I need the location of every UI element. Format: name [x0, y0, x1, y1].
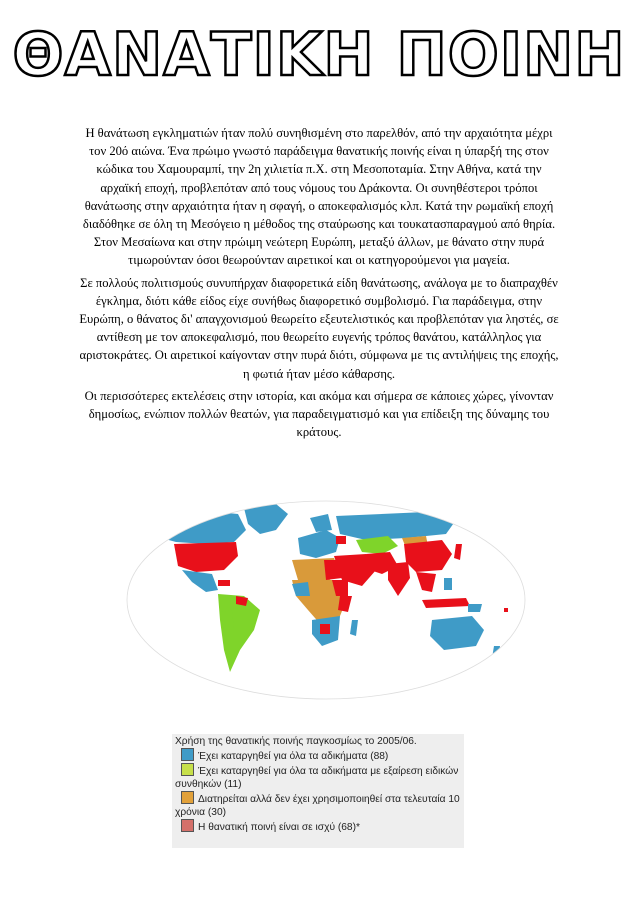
page-title: ΘΑΝΑΤΙΚΗ ΠΟΙΝΗ — [12, 20, 626, 90]
swatch-red — [181, 819, 194, 832]
map-region-europe — [298, 530, 340, 558]
swatch-green — [181, 763, 194, 776]
map-region-japan — [454, 544, 462, 560]
map-region-botswana — [320, 624, 330, 634]
map-region-china — [404, 540, 452, 572]
map-legend — [172, 734, 464, 848]
legend-label: Έχει καταργηθεί για όλα τα αδικήματα με εξαίρεση ειδικών συνθηκών (11) — [175, 766, 459, 790]
world-map — [126, 500, 526, 700]
map-region-egypt-libya — [324, 560, 342, 580]
article-body — [78, 124, 560, 445]
paragraph: Σε πολλούς πολιτισμούς συνυπήρχαν διαφορετικά είδη θανάτωσης, ανάλογα με το διαπραχθέν έγκλημα, διότι κάθε είδος είχε συνήθως διαφορετικό συμβολισμό. Για παράδειγμα, στην Ευρώπη, ο θάνατος δι' απαγχονισμού θεωρείτο εξευτελιστικός και προβλεπόταν για ληστές, σε αντίθεση με τον αποκεφαλισμό, που θεωρείτο ευγενής τρόπος θανάτου, κατάλληλος για αριστοκράτες. Οι αιρετικοί καίγονταν στην πυρά διότι, σύμφωνα με τις αντιλήψεις της εποχής, η φωτιά ήταν μέσο κάθαρσης. — [79, 275, 559, 381]
map-region-alaska — [138, 520, 160, 540]
map-region-canada — [154, 510, 246, 544]
map-region-australia — [430, 616, 484, 650]
legend-label: Έχει καταργηθεί για όλα τα αδικήματα (88) — [198, 751, 389, 762]
map-region-pacific-islands — [504, 608, 508, 612]
map-region-se-asia — [416, 572, 436, 592]
paragraph: Οι περισσότερες εκτελέσεις στην ιστορία, και ακόμα και σήμερα σε κάποιες χώρες, γίνονταν δημοσίως, ενώπιον πολλών θεατών, για παραδειγματισμό και για επίδειξη της δύναμης του κράτους. — [84, 388, 554, 440]
legend-item-abolished-exceptional — [175, 763, 461, 791]
map-region-belarus — [336, 536, 346, 544]
legend-item-in-force — [175, 819, 461, 834]
map-region-scandinavia — [310, 514, 332, 532]
map-region-usa — [174, 542, 238, 572]
map-region-west-africa — [292, 582, 310, 596]
swatch-blue — [181, 748, 194, 761]
legend-label: Διατηρείται αλλά δεν έχει χρησιμοποιηθεί στα τελευταία 10 χρόνια (30) — [175, 794, 460, 818]
legend-item-abolished — [175, 748, 461, 763]
map-region-indonesia — [422, 598, 470, 608]
map-region-east-africa — [338, 596, 352, 612]
map-region-india — [388, 562, 410, 596]
legend-label: Η θανατική ποινή είναι σε ισχύ (68)* — [198, 822, 360, 833]
map-region-russia — [336, 512, 456, 540]
map-region-mexico — [182, 570, 218, 592]
map-region-madagascar — [350, 620, 358, 636]
map-region-south-america — [218, 594, 260, 672]
paragraph: Η θανάτωση εγκληματιών ήταν πολύ συνηθισμένη στο παρελθόν, από την αρχαιότητα μέχρι τον 20ό αιώνα. Ένα πρώιμο γνωστό παράδειγμα θανατικής ποινής είναι η ύπαρξή της στον κώδικα του Χαμουραμπί, την 2η χιλιετία π.Χ. στη Μεσοποταμία. Στην Αθήνα, κατά την αρχαϊκή εποχή, προβλεπόταν από τους νόμους του Δράκοντα. Οι συνηθέστεροι τρόποι θανάτωσης στην αρχαιότητα ήταν η σφαγή, ο αποκεφαλισμός κλπ. Κατά την ρωμαϊκή εποχή διαδόθηκε σε όλη τη Μεσόγειο η μέθοδος της σταύρωσης και τουκατασπαραγμού από θηρία. Στον Μεσαίωνα και στην πρώιμη νεώτερη Ευρώπη, μεταξύ άλλων, με θάνατο στην πυρά τιμωρούνταν όσοι θεωρούνταν αιρετικοί και οι κατηγορούμενοι για μαγεία. — [82, 126, 556, 268]
map-region-philippines — [444, 578, 452, 590]
legend-item-retentionist-unused — [175, 791, 461, 819]
legend-title: Χρήση της θανατικής ποινής παγκοσμίως το 2005/06. — [175, 736, 417, 747]
swatch-orange — [181, 791, 194, 804]
map-region-new-zealand — [492, 646, 500, 660]
map-region-caribbean — [218, 580, 230, 586]
map-region-png — [468, 604, 482, 612]
